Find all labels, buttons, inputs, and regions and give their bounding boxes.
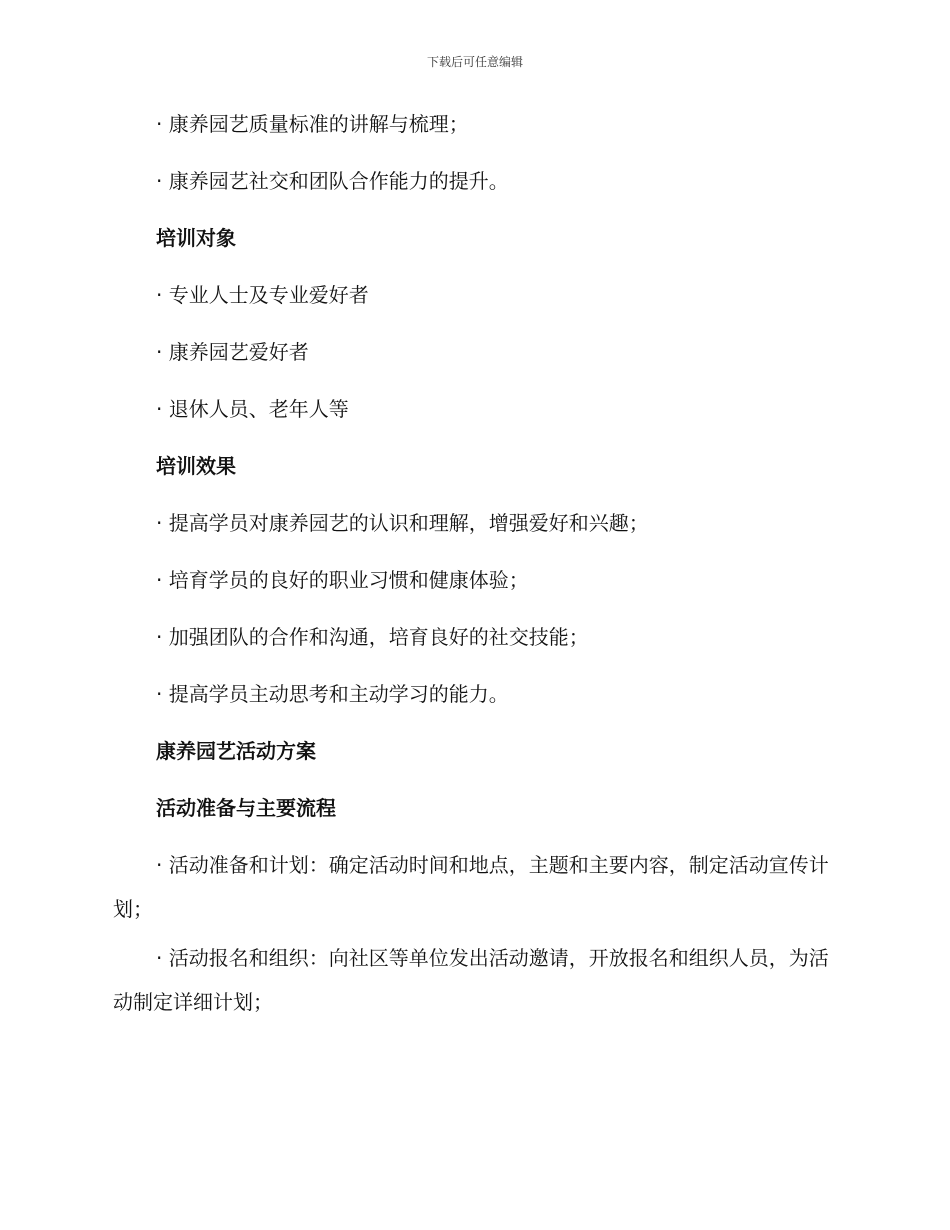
bullet-paragraph: · 活动报名和组织：向社区等单位发出活动邀请，开放报名和组织人员，为活动制定详细计划； [113, 946, 829, 1014]
bullet-item: · 康养园艺社交和团队合作能力的提升。 [156, 169, 509, 193]
section-heading: 康养园艺活动方案 [156, 739, 316, 763]
bullet-item: · 加强团队的合作和沟通，培育良好的社交技能； [156, 625, 589, 649]
bullet-item: · 提高学员对康养园艺的认识和理解，增强爱好和兴趣； [156, 511, 649, 535]
section-heading: 活动准备与主要流程 [156, 796, 336, 820]
bullet-item: · 培育学员的良好的职业习惯和健康体验； [156, 568, 529, 592]
bullet-paragraph: · 活动准备和计划：确定活动时间和地点，主题和主要内容，制定活动宣传计划； [113, 853, 829, 921]
bullet-item: · 提高学员主动思考和主动学习的能力。 [156, 682, 509, 706]
page-header: 下载后可任意编辑 [426, 55, 523, 69]
document-body [113, 110, 833, 1024]
bullet-item: · 康养园艺爱好者 [156, 340, 309, 364]
bullet-item: · 专业人士及专业爱好者 [156, 283, 369, 307]
section-heading: 培训效果 [156, 454, 236, 478]
section-heading: 培训对象 [156, 226, 236, 250]
bullet-item: · 退休人员、老年人等 [156, 397, 349, 421]
bullet-item: · 康养园艺质量标准的讲解与梳理； [156, 112, 469, 136]
